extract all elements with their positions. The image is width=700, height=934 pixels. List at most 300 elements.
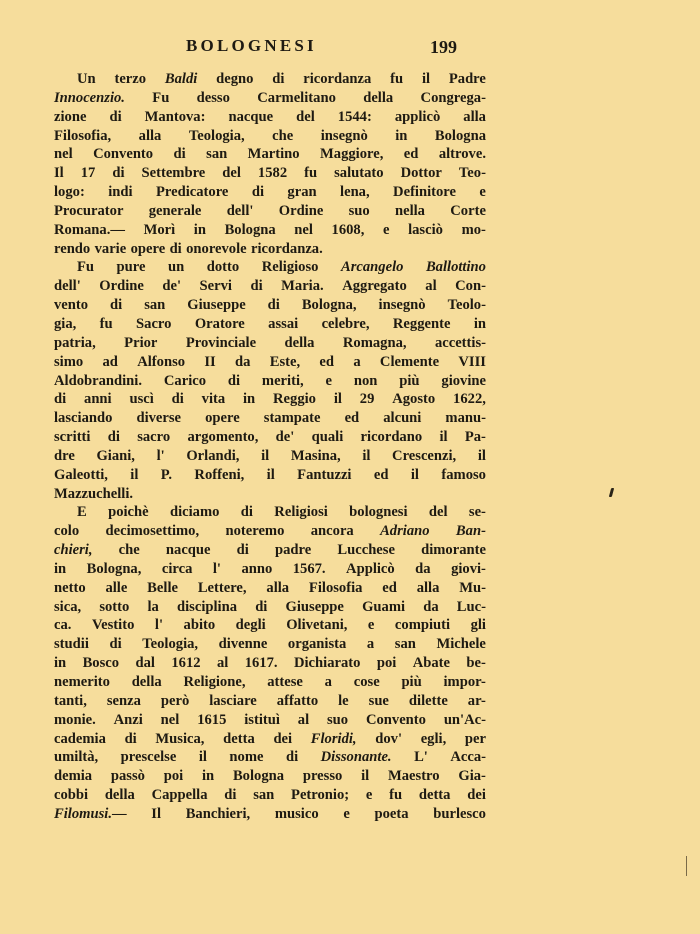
text-line (54, 277, 486, 296)
word: in (395, 127, 408, 144)
word: alla (416, 579, 440, 596)
word: sacro (137, 429, 171, 446)
word: non (353, 372, 378, 389)
word: Filosofia, (54, 127, 112, 144)
word: Maestro (387, 768, 440, 785)
word: Bologna, (86, 560, 142, 577)
text-line (54, 70, 486, 89)
text-line (54, 635, 486, 654)
word: suo (348, 202, 370, 219)
word: decimosettimo, (105, 523, 200, 540)
word: 1567. (292, 560, 326, 577)
word: colo (54, 523, 80, 540)
word: Procurator (54, 202, 124, 219)
word: Fu (152, 89, 170, 106)
word: ancora (310, 523, 354, 540)
text-line (54, 673, 486, 692)
word: Reggio (273, 391, 316, 408)
word: 29 (359, 391, 375, 408)
text-line (54, 616, 486, 635)
word: in (243, 391, 256, 408)
word: Teolo- (447, 297, 486, 314)
word: argomento, (187, 429, 259, 446)
word: diciamo (169, 504, 220, 521)
word: alla (138, 127, 162, 144)
word: Mu- (459, 579, 486, 596)
word: impor- (443, 674, 486, 690)
word: di (227, 372, 241, 389)
word: di (110, 297, 123, 314)
word: netto (54, 579, 86, 596)
word: logo: (54, 184, 85, 201)
word: da (423, 598, 439, 615)
word: poi (376, 655, 397, 672)
text-line (54, 598, 486, 617)
word: vita (201, 391, 226, 408)
word: dell' (226, 202, 254, 219)
word: Corte (450, 202, 486, 219)
word: detta (223, 730, 255, 747)
word: 1612 (171, 655, 201, 672)
word: sue (368, 692, 389, 709)
word: Maggiore, (320, 146, 384, 163)
word: Luc- (456, 598, 486, 615)
body-text (54, 70, 486, 824)
word: poi (163, 768, 184, 785)
text-line (54, 89, 486, 108)
word: san (206, 146, 228, 163)
word: nacque (228, 108, 274, 125)
word: generale (148, 202, 202, 219)
word: onorevole (186, 240, 247, 257)
word: compiuti (394, 617, 451, 634)
word: sica, (54, 598, 82, 615)
word: Bologna (232, 768, 285, 785)
text-line (54, 786, 486, 805)
word: be- (466, 655, 486, 672)
word: san (253, 787, 275, 804)
word: di (250, 278, 263, 295)
word: in (54, 655, 67, 672)
word: noteremo (225, 523, 285, 540)
word: Carmelitano (257, 89, 336, 106)
text-line (54, 560, 486, 579)
word: di (171, 391, 184, 408)
text-line (54, 183, 486, 202)
word: demia (54, 768, 93, 785)
word: Congrega- (420, 89, 486, 106)
word: Mazzuchelli. (54, 485, 134, 502)
word: Teologia, (142, 636, 199, 653)
word: Roffeni, (194, 466, 245, 483)
word: e (367, 617, 375, 634)
word: Clemente (379, 353, 440, 370)
word: Bologna (434, 127, 486, 144)
word: manu- (445, 410, 486, 427)
word: Ban- (455, 523, 486, 540)
word: di (285, 749, 299, 766)
word: circa (161, 560, 193, 577)
word: dei (273, 730, 293, 747)
word: al (216, 655, 229, 672)
text-line (54, 221, 486, 240)
word: Filosofia (308, 579, 363, 596)
word: il (333, 391, 342, 408)
word: divenne (218, 636, 268, 653)
word: Prior (124, 334, 158, 351)
word: Convento (93, 146, 154, 163)
word: anno (241, 560, 273, 577)
word: Romana.— (54, 221, 125, 238)
word: Aggregato (342, 278, 407, 295)
text-line (54, 447, 486, 466)
word: che (272, 127, 294, 144)
word: tanti, (54, 692, 87, 709)
word: II (204, 353, 216, 370)
word: organista (287, 636, 347, 653)
margin-mark (686, 856, 687, 876)
word: 17 (80, 165, 96, 182)
word: Guami (362, 598, 406, 615)
word: della (284, 334, 315, 351)
word: attese (267, 674, 303, 690)
word: cademia (54, 730, 106, 747)
word: a (353, 353, 361, 370)
word: di (112, 165, 125, 182)
word: assai (268, 315, 299, 332)
word: più (401, 674, 422, 690)
text-line (54, 164, 486, 183)
text-line (54, 805, 486, 824)
word: il (477, 447, 486, 464)
word: 1615 (197, 711, 227, 728)
word: di (124, 730, 137, 747)
word: sotto (99, 598, 130, 615)
word: di (107, 429, 120, 446)
word: Dottor (400, 165, 442, 182)
word: la (147, 598, 159, 615)
word: Alfonso (137, 353, 186, 370)
word: ed (403, 146, 419, 163)
word: più (399, 372, 420, 389)
word: detta (418, 787, 451, 804)
word: Giuseppe (285, 598, 344, 615)
word: alla (463, 108, 486, 125)
word: zione (54, 108, 87, 125)
word: desso (196, 89, 230, 106)
text-line (54, 258, 486, 277)
word: il (362, 447, 371, 464)
word: ed (319, 353, 335, 370)
word: di (251, 184, 264, 201)
word: dell' (54, 278, 81, 295)
word: fu (389, 787, 403, 804)
running-head: BOLOGNESI (186, 36, 317, 55)
word: di (109, 108, 122, 125)
word: rendo (54, 240, 91, 257)
word: dotto (206, 259, 240, 276)
word: Il (54, 165, 64, 182)
word: e (365, 787, 373, 804)
word: di (236, 542, 249, 559)
word: egli, (420, 730, 447, 747)
word: e (382, 221, 390, 238)
word: al (297, 711, 310, 728)
word: a (324, 674, 332, 690)
word: del (222, 165, 241, 182)
text-line (54, 541, 486, 560)
word: dilette (408, 692, 448, 709)
word: celebre, (321, 315, 370, 332)
word: Arcangelo (340, 259, 404, 276)
word: dal (135, 655, 155, 672)
word: Religioso (261, 259, 319, 276)
word: gli (470, 617, 486, 634)
word: altrove. (438, 146, 486, 163)
word: nella (394, 202, 425, 219)
word: mo- (461, 221, 486, 238)
word: Orlandi, (186, 447, 240, 464)
word: Acca- (450, 749, 486, 766)
word: Cappella (151, 787, 208, 804)
word: da (235, 353, 251, 370)
word: Applicò (346, 560, 395, 577)
word: del (428, 504, 448, 521)
word: Bosco (82, 655, 120, 672)
text-line (54, 730, 486, 749)
word: fu (390, 71, 404, 87)
word: un'Ac- (443, 711, 486, 728)
word: Michele (436, 636, 486, 653)
word: abito (183, 617, 216, 634)
word: nel (54, 146, 73, 163)
word: Adriano (380, 523, 430, 540)
text-line (54, 579, 486, 598)
word: Crescenzi, (392, 447, 457, 464)
word: poeta (374, 805, 409, 822)
word: Provinciale (185, 334, 257, 351)
text-line (54, 654, 486, 673)
word: umiltà, (54, 749, 99, 766)
word: Servi (199, 278, 232, 295)
word: di (272, 71, 285, 87)
word: 1608, (331, 221, 365, 238)
word: quali (311, 429, 344, 446)
text-line (54, 428, 486, 447)
word: il (410, 466, 419, 483)
word: Galeotti, (54, 466, 108, 483)
word: però (160, 692, 190, 709)
text-line (54, 202, 486, 221)
word: monie. (54, 711, 96, 728)
word: di (240, 504, 253, 521)
word: P. (160, 466, 173, 483)
word: Martino (247, 146, 300, 163)
word: lena, (340, 184, 370, 201)
word: Dissonante. (320, 749, 392, 766)
word: Definitore (393, 184, 456, 201)
word: opere (130, 240, 166, 257)
word: 1582 (257, 165, 288, 182)
word: Olivetani, (286, 617, 348, 634)
word: ricordanza. (251, 240, 323, 257)
word: suo (327, 711, 349, 728)
word: dei (467, 787, 486, 804)
word: di (169, 240, 182, 257)
word: il (130, 466, 139, 483)
word: di (173, 146, 186, 163)
word: nemerito (54, 674, 110, 690)
word: gran (287, 184, 317, 201)
text-line (54, 466, 486, 485)
word: scritti (54, 429, 91, 446)
word: Dichiarato (293, 655, 361, 672)
text-line (54, 409, 486, 428)
word: diverse (136, 410, 182, 427)
text-line (54, 522, 486, 541)
word: l' (156, 447, 165, 464)
word: Maria. (281, 278, 324, 295)
word: Gia- (458, 768, 486, 785)
word: Con- (455, 278, 486, 295)
word: ricordano (360, 429, 423, 446)
word: in (473, 315, 486, 332)
word: di (255, 598, 268, 615)
word: Fu (77, 259, 95, 276)
word: Este, (269, 353, 301, 370)
word: lasciò (408, 221, 443, 238)
word: passò (110, 768, 145, 785)
word: stampate (263, 410, 321, 427)
word: Masina, (290, 447, 341, 464)
word: ad (102, 353, 118, 370)
word: Settembre (141, 165, 206, 182)
word: Predicatore (156, 184, 229, 201)
word: disciplina (177, 598, 238, 615)
word: ed (344, 410, 360, 427)
word: Bologna, (301, 297, 357, 314)
word: affatto (276, 692, 319, 709)
word: dre (54, 447, 75, 464)
word: Fantuzzi (297, 466, 352, 483)
word: 1617. (244, 655, 278, 672)
word: Petronio; (291, 787, 350, 804)
word: degno (216, 71, 254, 87)
word: Ordine (278, 202, 324, 219)
word: accettis- (434, 334, 486, 351)
text-line (54, 372, 486, 391)
word: bolognesi (349, 504, 408, 521)
word: ca. (54, 617, 72, 634)
word: L' (414, 749, 428, 766)
word: musico (274, 805, 319, 822)
word: Musica, (155, 730, 205, 747)
text-line (54, 296, 486, 315)
word: Giani, (96, 447, 135, 464)
word: dov' (375, 730, 403, 747)
word: Aldobrandini. (54, 372, 143, 389)
word: Sacro (136, 315, 172, 332)
word: alcuni (383, 410, 422, 427)
word: Mantova: (144, 108, 206, 125)
word: in (193, 221, 206, 238)
word: di (109, 636, 122, 653)
word: Floridi, (310, 730, 357, 747)
word: istituì (244, 711, 280, 728)
text-line (54, 390, 486, 409)
word: insegnò (378, 297, 426, 314)
word: Padre (448, 71, 486, 87)
word: il (198, 749, 207, 766)
word: indi (108, 184, 133, 201)
word: e (325, 372, 332, 389)
word: Oratore (194, 315, 245, 332)
word: le (338, 692, 349, 709)
word: pure (116, 259, 146, 276)
word: Reggente (392, 315, 451, 332)
word: anni (84, 391, 112, 408)
word: per (464, 730, 486, 747)
word: famoso (441, 466, 486, 483)
word: nome (229, 749, 264, 766)
word: patria, (54, 334, 96, 351)
word: san (394, 636, 416, 653)
text-line (54, 108, 486, 127)
word: fu (99, 315, 113, 332)
word: Anzi (113, 711, 143, 728)
word: fu (304, 165, 318, 182)
word: della (363, 89, 394, 106)
text-line (54, 240, 486, 259)
word: il (261, 447, 270, 464)
word: che (118, 542, 140, 559)
word: opere (205, 410, 240, 427)
word: uscì (129, 391, 154, 408)
text-line (54, 485, 486, 504)
word: vento (54, 297, 89, 314)
word: padre (275, 542, 312, 559)
word: l' (154, 617, 164, 634)
word: a (366, 636, 375, 653)
word: senza (106, 692, 141, 709)
word: della (131, 674, 162, 690)
word: terzo (114, 71, 147, 87)
word: Bologna (224, 221, 276, 238)
word: nel (160, 711, 180, 728)
word: de' (162, 278, 182, 295)
word: Lucchese (337, 542, 395, 559)
word: il (421, 71, 431, 87)
word: Ballottino (425, 259, 486, 276)
word: studii (54, 636, 89, 653)
page-number: 199 (430, 37, 457, 57)
word: presso (302, 768, 343, 785)
word: il (439, 429, 448, 446)
word: ricordanza (303, 71, 372, 87)
text-line (54, 711, 486, 730)
text-line (54, 127, 486, 146)
word: cobbi (54, 787, 89, 804)
text-line (54, 748, 486, 767)
word: VIII (458, 353, 486, 370)
word: alle (105, 579, 128, 596)
word: nacque (165, 542, 211, 559)
word: Belle (147, 579, 178, 596)
word: Innocenzio. (54, 89, 125, 106)
word: in (54, 560, 67, 577)
word: Baldi (164, 71, 198, 87)
ink-mark (609, 488, 614, 497)
